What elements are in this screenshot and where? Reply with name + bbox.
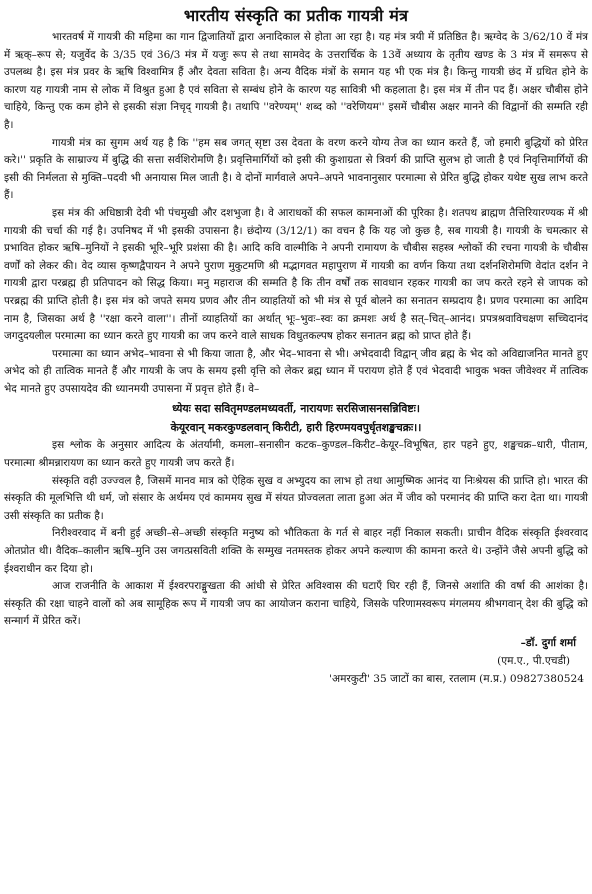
article-title: भारतीय संस्कृति का प्रतीक गायत्री मंत्र	[183, 6, 409, 25]
paragraph-4: परमात्मा का ध्यान अभेद–भावना से भी किया जाता है, और भेद–भावना से भी। अभेदवादी विद्वान् जीव ब्रह्म के भेद को अविद्याजनित मानते हुए अभेद को ही तात्विक मानते हैं और गायत्री के जप के समय इसी वृत्ति को लेकर ब्रह्म ध्यान में परायण होते हैं एवं भेदवादी भावुक भक्त जीवेश्वर में तात्विक भेद मानते हुए उपसायदेव की ध्यानमयी उपासना में प्रवृत्त होते हैं। वे–	[4, 347, 588, 395]
paragraph-2: गायत्री मंत्र का सुगम अर्थ यह है कि ''हम सब जगत् सृष्टा उस देवता के वरण करने योग्य तेज का ध्यान करते हैं, जो हमारी बुद्धियों को प्रेरित करे।'' प्रकृति के साम्राज्य में बुद्धि की सत्ता सर्वशिरोमणि है। प्रवृत्तिमार्गियों को इसी की कुशाग्रता से त्रिवर्ग की प्राप्ति सुलभ हो जाती है एवं निवृत्तिमार्गियों की इसी की निर्मलता से मुक्ति–पदवी भी अनायास मिल जाती है। वे दोनों मार्गवाले अपने–अपने भावनानुसार परमात्मा से प्रेरित बुद्धि होकर यथेष्ट सुख लाभ करते हैं।	[4, 136, 588, 202]
paragraph-5: इस श्लोक के अनुसार आदित्य के अंतर्यामी, कमला–सनासीन कटक–कुण्डल–किरीट–केयूर–विभूषित, हार पहने हुए, शङ्खचक्र–धारी, पीताम, परमात्मा श्रीमन्नारायण का ध्यान करते हुए गायत्री जप करते हैं।	[4, 439, 588, 470]
author-name: –डॉ. दुर्गा शर्मा	[520, 637, 576, 649]
paragraph-6: संस्कृति वही उज्ज्वल है, जिसमें मानव मात्र को ऐहिक सुख व अभ्युदय का लाभ हो तथा आमुष्मिक आनंद या निःश्रेयस की प्राप्ति हो। भारत की संस्कृति की मूलभित्ति थी धर्म, जो संसार के अर्थमय एवं काममय सुख में संयत प्रोज्वलता लाता हुआ अंत में जीव को परमानंद की प्राप्ति करा देता था। गायत्री उसी संस्कृति का प्रतीक है।	[4, 474, 588, 522]
verse-line-1: ध्येयः सदा सवितृमण्डलमध्यवर्ती, नारायणः सरसिजासनसन्निविष्टः।	[172, 402, 420, 416]
author-address: 'अमरकुटी' 35 जाटों का बास, रतलाम (म.प्र.) 09827380524	[329, 673, 584, 685]
author-degree: (एम.ए., पी.एचडी)	[497, 655, 570, 667]
paragraph-7: निरीश्वरवाद में बनी हुई अच्छी–से–अच्छी संस्कृति मनुष्य को भौतिकता के गर्त से बाहर नहीं निकाल सकती। प्राचीन वैदिक संस्कृति ईश्वरवाद ओतप्रोत थी। वैदिक–कालीन ऋषि–मुनि उस जगत्प्रसविती शक्ति के सम्मुख नतमस्तक होकर अपने कल्याण की कामना करते थे। उन्होंने जैसे अपनी बुद्धि को ईश्वराधीन कर दिया हो।	[4, 527, 588, 575]
author-signature	[4, 634, 588, 688]
verse-line-2: केयूरवान् मकरकुण्डलवान् किरीटी, हारी हिरण्मयवपुर्धृतशङ्खचक्रः।।	[170, 421, 422, 435]
paragraph-8: आज राजनीति के आकाश में ईश्वरपराङ्मुखता की आंधी से प्रेरित अविश्वास की घटाएँ घिर रही हैं, जिनसे अशांति की वर्षा की आशंका है। संस्कृति की रक्षा चाहने वालों को अब सामूहिक रूप में गायत्री जप का आयोजन कराना चाहिये, जिसके परिणामस्वरूप मंगलमय श्रीभगवान् देश की बुद्धि को सन्मार्ग में प्रेरित करें।	[4, 580, 588, 628]
paragraph-1: भारतवर्ष में गायत्री की महिमा का गान द्विजातियों द्वारा अनादिकाल से होता आ रहा है। यह मंत्र त्रयी में प्रतिष्ठित है। ऋग्वेद के 3/62/10 वें मंत्र में ऋक्–रूप से; यजुर्वेद के 3/35 एवं 36/3 मंत्र में यजुः रूप से तथा सामवेद के उत्तरार्चिक के 13वें अध्याय के तृतीय खण्ड के 3 मंत्र में समरूप से उपलब्ध है। इस मंत्र प्रवर के ऋषि विश्वामित्र हैं और देवता सविता है। अन्य वैदिक मंत्रों के समान यह भी एक मंत्र है। किन्तु गायत्री छंद में ग्रथित होने के कारण यह गायत्री नाम से लोक में विश्रुत हुआ है एवं सविता से सम्बंध होने के कारण यह सावित्री भी कहलाता है। इस मंत्र में तीन पद हैं। अक्षर चौबीस होने चाहिये, किन्तु एक कम होने से इसकी संज्ञा निचृद् गायत्री है। तथापि ''वरेण्यम्'' शब्द को ''वरेणियम'' इसमें चौबीस अक्षर मानने की विद्वानों की सम्मति रही है।	[4, 31, 588, 131]
paragraph-3: इस मंत्र की अधिष्ठात्री देवी भी पंचमुखी और दशभुजा है। वे आराधकों की सफल कामनाओं की पूरिका है। शतपथ ब्राह्मण तैत्तिरियारण्यक में श्री गायत्री की चर्चा की गई है। उपनिषद में भी इसकी उपासना है। छंदोग्य (3/12/1) का वचन है कि यह जो कुछ है, सब गायत्री है। गायत्री के चमत्कार से प्रभावित होकर ऋषि–मुनियों ने इसकी भूरि–भूरि प्रशंसा की है। आदि कवि वाल्मीकि ने अपनी रामायण के चौबीस सहस्त्र श्लोकों की रचना गायत्री के चौबीस वर्णों को लेकर की। वेद व्यास कृष्णद्वैपायन ने अपने पुराण मुकुटमणि श्री मद्भागवत महापुराण में गायत्री का वर्णन किया तथा दर्शनशिरोमणि वेदांत दर्शन ने गायत्री द्वारा परब्रह्म ही प्रतिपादन को सिद्ध किया। मनु महाराज की सम्मति है कि तीन वर्षों तक सावधान रहकर गायत्री का जप करते रहने से जापक को परब्रह्म की प्राप्ति होती है। इस मंत्र को जपते समय प्रणव और तीन व्याहतियों को भी मंत्र से पूर्व बोलने का सनातन सम्प्रदाय है। प्रणव परमात्मा का आदिम नाम है, जिसका अर्थ है ''रक्षा करने वाला''। तीनों व्याहतियों का अर्थात् भूः–भुवः–स्वः का क्रमशः अर्थ है सत्–चित्–आनंद। प्रपत्रश्रवाविचक्षण सच्चिदानंद जगदुदयलील परमात्मा का ध्यान करते हुए गायत्री का जप करने वाले साधक विधुतकल्पष होकर सनातन ब्रह्म को प्राप्त होते हैं।	[4, 206, 588, 343]
sanskrit-verse	[4, 399, 588, 437]
